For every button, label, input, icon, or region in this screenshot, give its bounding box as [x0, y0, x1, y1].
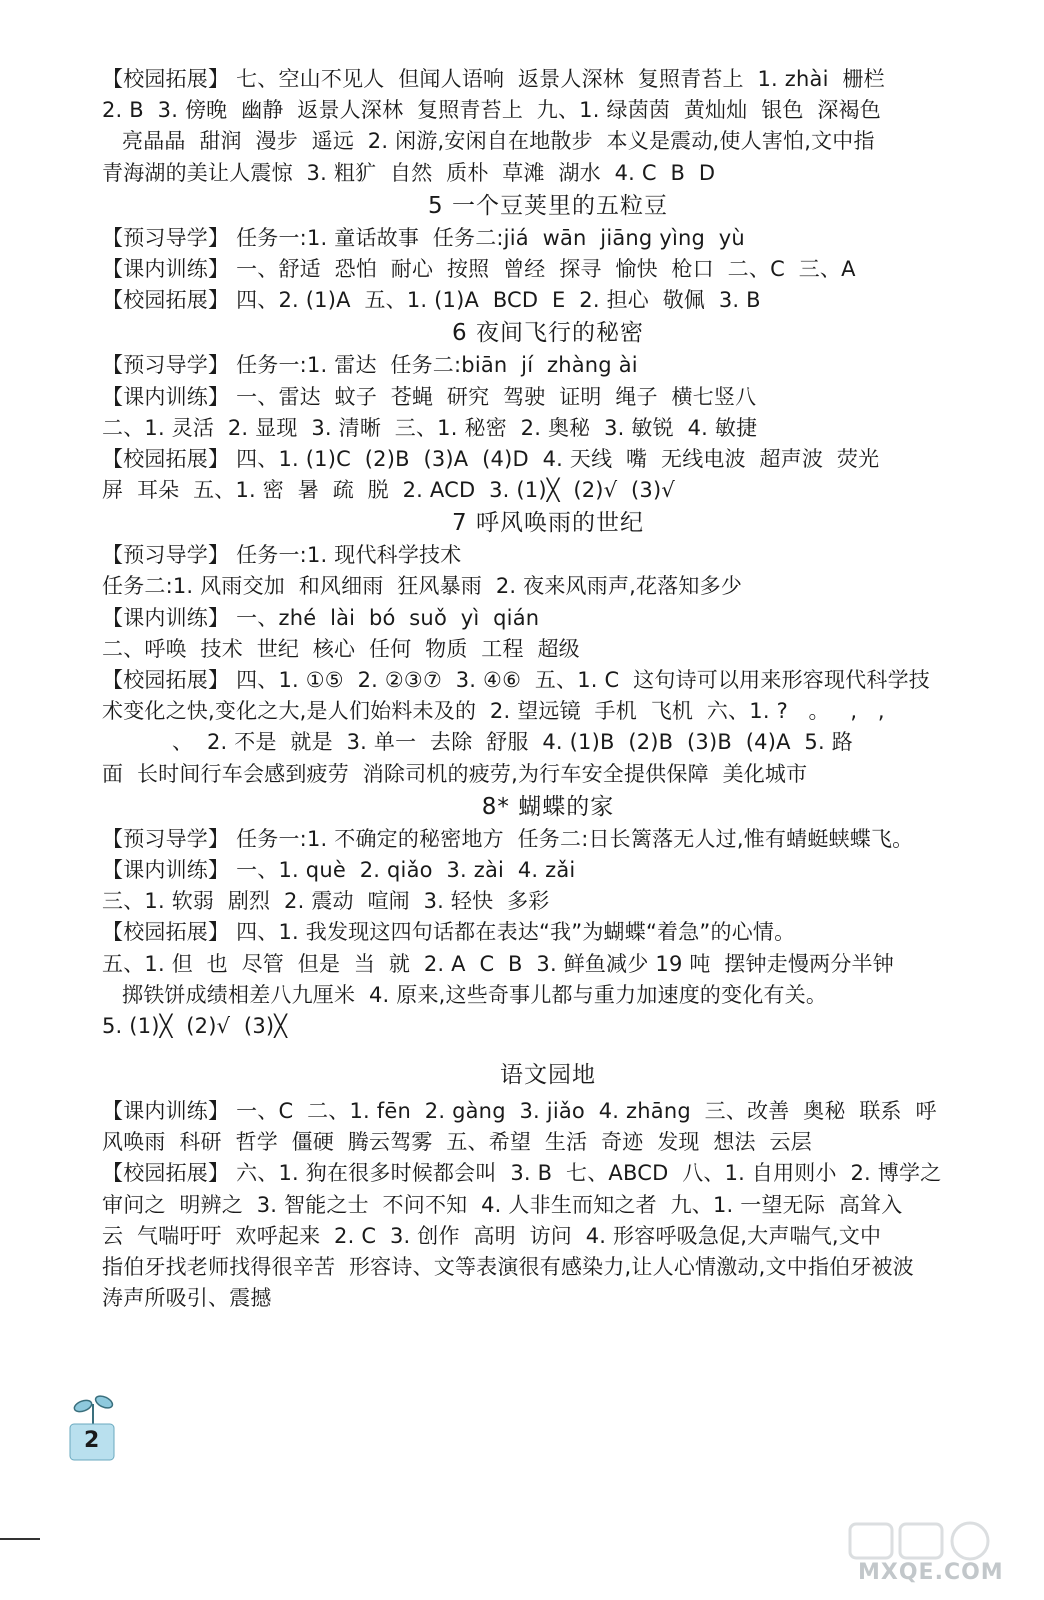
answer-line: 掷铁饼成绩相差八九厘米 4. 原来,这些奇事儿都与重力加速度的变化有关。 — [122, 982, 828, 1007]
answer-line: 三、1. 软弱 剧烈 2. 震动 喧闹 3. 轻快 多彩 — [102, 889, 550, 914]
answer-line: 【课内训练】 一、雷达 蚊子 苍蝇 研究 驾驶 证明 绳子 横七竖八 — [102, 384, 757, 409]
answer-line: 风唤雨 科研 哲学 僵硬 腾云驾雾 五、希望 生活 奇迹 发现 想法 云层 — [102, 1130, 812, 1155]
section-heading-yuwen-yuandi: 语文园地 — [500, 1062, 596, 1089]
answer-line: 、 2. 不是 就是 3. 单一 去除 舒服 4. (1)B (2)B (3)B (4)A 5. 路 — [172, 730, 853, 755]
lesson-heading-6: 6 夜间飞行的秘密 — [452, 320, 644, 347]
answer-line: 五、1. 但 也 尽管 但是 当 就 2. A C B 3. 鲜鱼减少 19 吨 摆钟走慢两分半钟 — [102, 951, 894, 976]
answer-line: 【课内训练】 一、C 二、1. fēn 2. gàng 3. jiǎo 4. zhāng 三、改善 奥秘 联系 呼 — [102, 1099, 937, 1124]
answer-line: 【校园拓展】 四、1. (1)C (2)B (3)A (4)D 4. 天线 嘴 无线电波 超声波 荧光 — [102, 446, 880, 471]
watermark-text: MXQE.COM — [858, 1560, 1004, 1585]
answer-content — [102, 64, 994, 1314]
lesson-heading-8: 8* 蝴蝶的家 — [481, 793, 615, 820]
answer-line: 【预习导学】 任务一:1. 雷达 任务二:biān jí zhàng ài — [102, 353, 638, 378]
answer-line: 云 气喘吁吁 欢呼起来 2. C 3. 创作 高明 访问 4. 形容呼吸急促,大声喘气,文中 — [102, 1223, 882, 1248]
answer-line: 【课内训练】 一、舒适 恐怕 耐心 按照 曾经 探寻 愉快 枪口 二、C 三、A — [102, 256, 856, 281]
answer-line: 青海湖的美让人震惊 3. 粗犷 自然 质朴 草滩 湖水 4. C B D — [102, 160, 716, 185]
answer-line: 【校园拓展】 七、空山不见人 但闻人语响 返景人深林 复照青苔上 1. zhài 栅栏 — [102, 67, 885, 91]
answer-line: 【预习导学】 任务一:1. 不确定的秘密地方 任务二:日长篱落无人过,惟有蜻蜓蛱蝶飞。 — [102, 826, 914, 851]
answer-line: 二、呼唤 技术 世纪 核心 任何 物质 工程 超级 — [102, 636, 580, 661]
page-number: 2 — [84, 1428, 100, 1453]
answer-line: 屏 耳朵 五、1. 密 暑 疏 脱 2. ACD 3. (1)╳ (2)√ (3)√ — [102, 478, 675, 503]
answer-line: 亮晶晶 甜润 漫步 遥远 2. 闲游,安闲自在地散步 本义是震动,使人害怕,文中指 — [122, 129, 875, 154]
answer-line: 【校园拓展】 四、1. ①⑤ 2. ②③⑦ 3. ④⑥ 五、1. C 这句诗可以用来形容现代科学技 — [102, 668, 930, 692]
answer-line: 【课内训练】 一、zhé lài bó suǒ yì qián — [102, 605, 540, 630]
answer-line: 指伯牙找老师找得很辛苦 形容诗、文等表演很有感染力,让人心情激动,文中指伯牙被波 — [102, 1255, 914, 1279]
answer-line: 【预习导学】 任务一:1. 现代科学技术 — [102, 543, 462, 568]
answer-line: 任务二:1. 风雨交加 和风细雨 狂风暴雨 2. 夜来风雨声,花落知多少 — [102, 574, 743, 599]
answer-line: 5. (1)╳ (2)√ (3)╳ — [102, 1013, 288, 1038]
answer-line: 二、1. 灵活 2. 显现 3. 清晰 三、1. 秘密 2. 奥秘 3. 敏锐 4. 敏捷 — [102, 415, 758, 440]
footer-divider — [0, 1538, 40, 1540]
answer-line: 【校园拓展】 四、2. (1)A 五、1. (1)A BCD E 2. 担心 敬佩 3. B — [102, 288, 761, 313]
answer-line: 术变化之快,变化之大,是人们始料未及的 2. 望远镜 手机 飞机 六、1. ? 。 , , — [102, 699, 885, 724]
answer-line: 【课内训练】 一、1. què 2. qiǎo 3. zài 4. zǎi — [102, 857, 576, 882]
answer-line: 【预习导学】 任务一:1. 童话故事 任务二:jiá wān jiāng yìng yù — [102, 225, 745, 250]
answer-line: 2. B 3. 傍晚 幽静 返景人深林 复照青苔上 九、1. 绿茵茵 黄灿灿 银色 深褐色 — [102, 98, 881, 123]
answer-line: 【校园拓展】 四、1. 我发现这四句话都在表达“我”为蝴蝶“着急”的心情。 — [102, 920, 796, 945]
answer-line: 面 长时间行车会感到疲劳 消除司机的疲劳,为行车安全提供保障 美化城市 — [102, 761, 808, 786]
answer-line: 涛声所吸引、震撼 — [102, 1286, 272, 1311]
answer-line: 审问之 明辨之 3. 智能之士 不问不知 4. 人非生而知之者 九、1. 一望无际 高耸入 — [102, 1192, 903, 1217]
answer-line: 【校园拓展】 六、1. 狗在很多时候都会叫 3. B 七、ABCD 八、1. 自用则小 2. 博学之 — [102, 1161, 942, 1186]
lesson-heading-5: 5 一个豆荚里的五粒豆 — [428, 192, 668, 219]
lesson-heading-7: 7 呼风唤雨的世纪 — [452, 510, 644, 537]
